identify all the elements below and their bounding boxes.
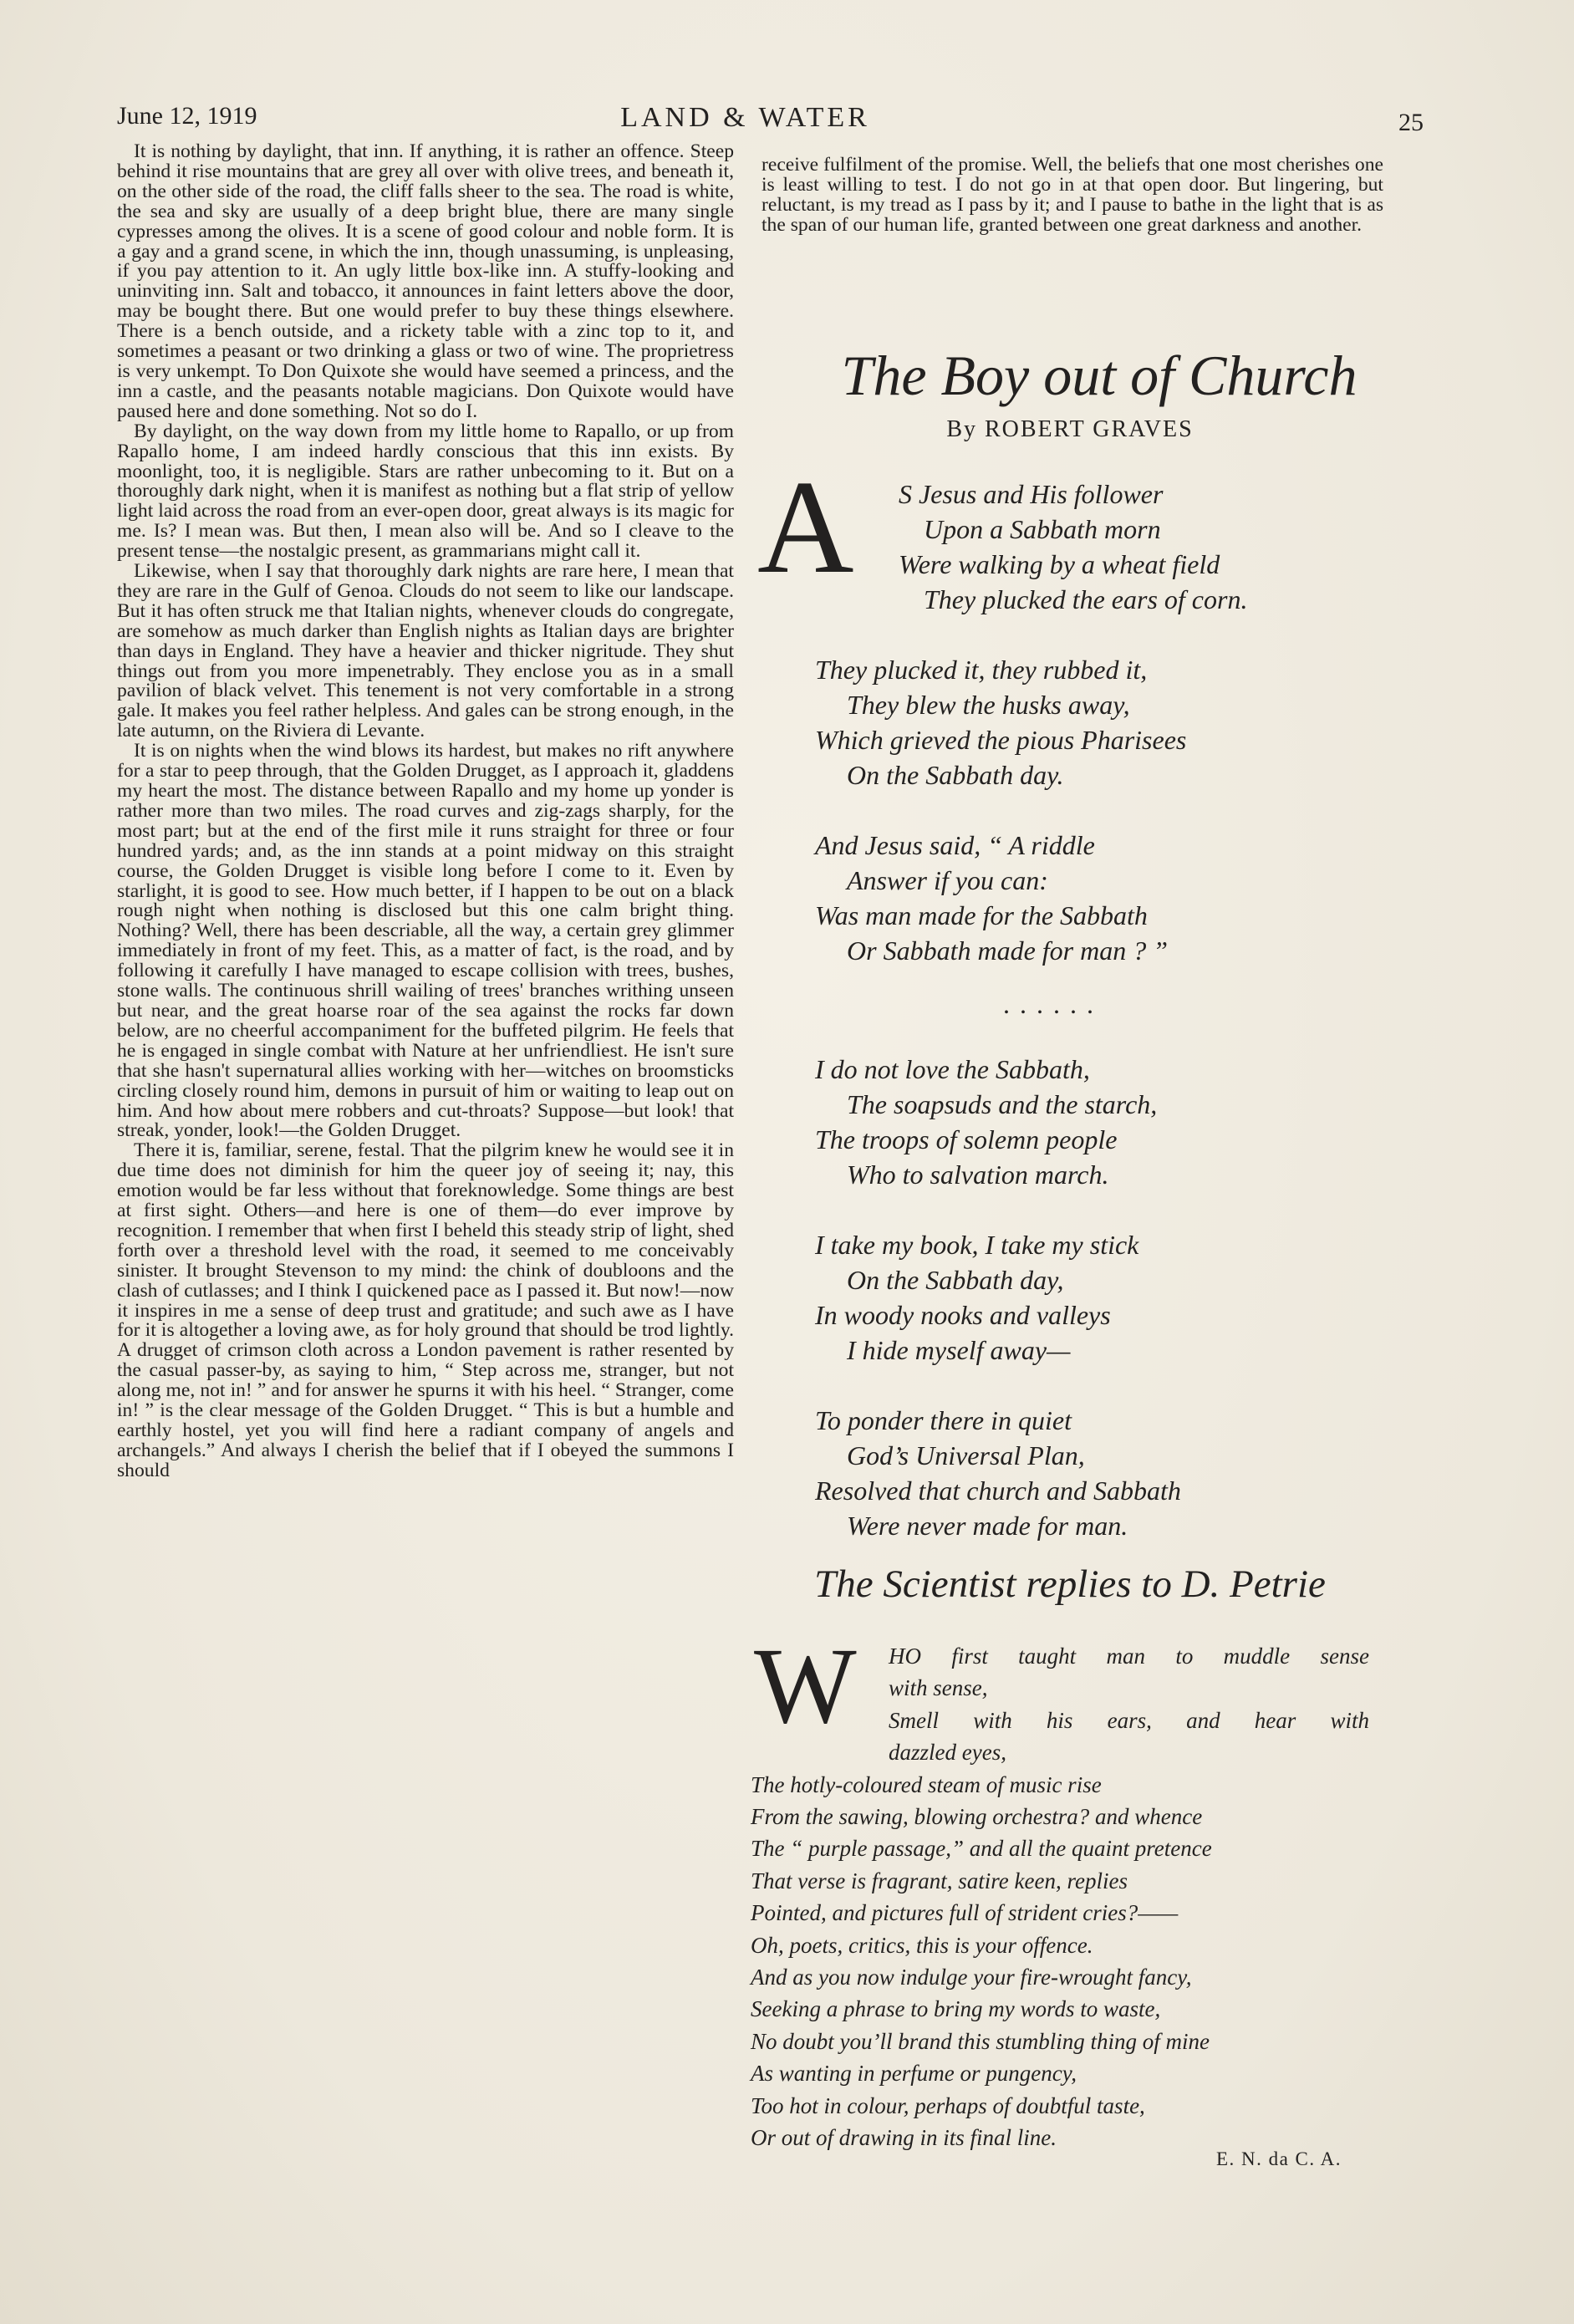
poem-line: The hotly-coloured steam of music rise [751, 1771, 1102, 1797]
poem-stanza [815, 1227, 1400, 1368]
article-paragraph: It is on nights when the wind blows its hardest, but makes no rift anywhere for a star to peep through, that the Golden Drugget, as I approach it, gladdens my heart the most. The distance between Rapallo and my home up yonder is rather more than two miles. The road curves and zig-zags sharply, for the most part; but at the end of the first mile it runs straight for three or four hundred yards; and, as the inn stands at a point midway on this straight course, the Golden Drugget is visible long before I come to it. Even by starlight, it is good to see. How much better, if I happen to be out on a black rough night when nothing is disclosed but this one calm bright thing. Nothing? Well, there has been descriable, all the way, a certain grey glimmer immediately in front of my feet. This, as a matter of fact, is the road, and by following it carefully I have managed to escape collision with trees, bushes, stone walls. The continuous shrill wailing of trees' branches writhing unseen but near, and the great hoarse roar of the sea against the rocks far down below, are no cheerful accompaniment for the buffeted pilgrim. He feels that he is engaged in single combat with Nature at her unfriendliest. He isn't sure that she hasn't supernatural allies working with her—witches on broomsticks circling closely round him, demons in pursuit of him or waiting to leap out on him. And how about mere robbers and cut-throats? Suppose—but look! that streak, yonder, look!—the Golden Drugget. [117, 740, 734, 1142]
poem-line: with sense, [889, 1675, 988, 1701]
article-paragraph: By daylight, on the way down from my little home to Rapallo, or up from Rapallo home, I am indeed hardly conscious that this inn exists. By moonlight, too, it is negligible. Stars are rather unbecoming to it. But on a thoroughly dark night, when it is manifest as nothing but a flat strip of yellow light laid across the road from an ever-open door, great always is its magic for me. Is? I mean was. But then, I mean also will be. And so I cleave to the present tense—the nostalgic present, as grammarians might call it. [117, 420, 734, 563]
article-paragraph: It is nothing by daylight, that inn. If anything, it is rather an offence. Steep behind it rise mountains that are grey all over with olive trees, and beneath it, on the other side of the road, the cliff falls sheer to the sea. The road is white, the sea and sky are usually of a deep bright blue, there are many single cypresses among the olives. It is a scene of good colour and noble form. It is a gay and a grand scene, in which the inn, though unassuming, is unpleasing, if you pay attention to it. An ugly little box-like inn. A stuffy-looking and uninviting inn. Salt and tobacco, it announces in faint letters above the door, may be bought there. But one would prefer to buy these things elsewhere. There is a bench outside, and a rickety table with a zinc top to it, and sometimes a peasant or two drinking a glass or two of wine. The proprietress is very unkempt. To Don Quixote she would have seemed a princess, and the inn a castle, and the peasants notable magicians. Don Quixote would have paused here and done something. Not so do I. [117, 140, 734, 422]
poem-line: Were never made for man. [847, 1511, 1128, 1541]
poem-line: Was man made for the Sabbath [815, 900, 1148, 930]
poem-line: As wanting in perfume or pungency, [751, 2061, 1077, 2087]
poem-line: S Jesus and His follower [899, 479, 1164, 509]
poem-author: By ROBERT GRAVES [946, 416, 1194, 442]
article-continuation: receive fulfilment of the promise. Well, the beliefs that one most cherishes one is least willing to test. I do not go in at that open door. But lingering, but reluctant, is my tread as I pass by it; and I pause to bathe in the light that is as the span of our human life, granted between one great darkness and another. [762, 154, 1383, 236]
poem-line: Or out of drawing in its final line. [751, 2125, 1057, 2151]
poem-line: Resolved that church and Sabbath [815, 1475, 1181, 1506]
article-column [117, 142, 734, 1481]
article-paragraph: There it is, familiar, serene, festal. That the pilgrim knew he would see it in due time does not diminish for him the queer joy of seeing it; nay, this emotion would be far less without that foreknowledge. Some things are best at first sight. Others—and here is one of them—do ever improve by recognition. I remember that when first I beheld this steady strip of light, shed forth over a threshold level with the road, it seemed to me conceivably sinister. It brought Stevenson to my mind: the chink of doubloons and the clash of cutlasses; and I think I quickened pace as I passed it. But now!—now it inspires in me a sense of deep trust and gratitude; and such awe as I have for it is altogether a loving awe, as for holy ground that should be trod lightly. A drugget of crimson cloth across a London pavement is rather resented by the casual passer-by, as saying to him, “ Step across me, stranger, but not along me, not in! ” and for answer he spurns it with his heel. “ Stranger, come in! ” is the clear message of the Golden Drugget. “ This is but a humble and earthly hostel, yet you will find here a radiant company of angels and archangels.” And always I cherish the belief that if I obeyed the summons I should [117, 1139, 734, 1481]
poem-stanza [815, 1052, 1400, 1192]
poem-line: They blew the husks away, [847, 690, 1130, 720]
poem-line: Pointed, and pictures full of strident cries?—— [751, 1900, 1179, 1926]
article-paragraph: Likewise, when I say that thoroughly dark nights are rare here, I mean that they are rare in the Gulf of Genoa. Clouds do not seem to like our landscape. But it has often struck me that Italian nights, whenever clouds do congregate, are somehow as much darker than English nights as Italian days are brighter than days in England. They have a heavier and thicker nigritude. They shut things out from you more impenetrably. They enclose you as in a small pavilion of black velvet. This tenement is not very comfortable in a strong gale. It makes you feel rather helpless. And gales can be strong enough, in the late autumn, on the Riviera di Levante. [117, 560, 734, 742]
poem-line: The “ purple passage,” and all the quaint pretence [751, 1836, 1212, 1862]
poem-line: No doubt you’ll brand this stumbling thing of mine [751, 2028, 1210, 2054]
poem-line: Were walking by a wheat field [899, 549, 1220, 579]
poem-line: dazzled eyes, [889, 1740, 1006, 1766]
poem-line: Seeking a phrase to bring my words to waste, [751, 1996, 1161, 2022]
poem-line: And as you now indulge your fire-wrought fancy, [751, 1965, 1192, 1990]
article-continuation-column [756, 155, 1383, 236]
poem-title: The Scientist replies to D. Petrie [814, 1562, 1326, 1606]
poem-line: From the sawing, blowing orchestra? and whence [751, 1804, 1203, 1830]
poem-title: The Boy out of Church [841, 344, 1358, 407]
drop-cap: W [754, 1626, 857, 1746]
poem-line: In woody nooks and valleys [815, 1300, 1111, 1330]
poem-line: On the Sabbath day. [847, 760, 1064, 790]
poem-stanza [815, 1403, 1400, 1543]
issue-date: June 12, 1919 [117, 102, 257, 130]
poem-signature: E. N. da C. A. [1215, 2148, 1342, 2169]
poem-line: Or Sabbath made for man ? ” [847, 935, 1169, 966]
poem-line: The troops of solemn people [815, 1124, 1118, 1154]
poem-line: The soapsuds and the starch, [847, 1089, 1158, 1119]
page-number: 25 [1398, 109, 1424, 136]
poem-line: HO first taught man to muddle sense [889, 1644, 1369, 1669]
poem-line: They plucked the ears of corn. [924, 584, 1248, 614]
poem-line: I take my book, I take my stick [815, 1230, 1139, 1260]
poem-line: God’s Universal Plan, [847, 1440, 1085, 1470]
publication-title: LAND & WATER [620, 102, 870, 133]
poem-line: Upon a Sabbath morn [924, 514, 1161, 544]
poem-line: On the Sabbath day, [847, 1265, 1064, 1295]
poem-line: I hide myself away— [847, 1335, 1071, 1365]
poem-body [751, 1640, 1369, 2154]
poem-stanza [815, 652, 1400, 793]
poem-line: Who to salvation march. [847, 1159, 1109, 1190]
poem-body [815, 477, 1400, 1578]
poem-stanza [815, 828, 1400, 968]
poem-stanza [815, 477, 1400, 617]
poem-line: Too hot in colour, perhaps of doubtful taste, [751, 2092, 1145, 2118]
poem-line: That verse is fragrant, satire keen, replies [751, 1868, 1128, 1893]
poem-line: I do not love the Sabbath, [815, 1054, 1090, 1084]
poem-line: Answer if you can: [847, 865, 1048, 895]
drop-cap: A [757, 452, 854, 601]
poem-line: They plucked it, they rubbed it, [815, 655, 1148, 685]
poem-line: And Jesus said, “ A riddle [815, 830, 1095, 860]
page-header [117, 102, 1424, 144]
poem-line: Smell with his ears, and hear with [889, 1707, 1369, 1733]
section-separator: ...... [1003, 989, 1103, 1019]
poem-line: Oh, poets, critics, this is your offence. [751, 1932, 1093, 1958]
poem-line: To ponder there in quiet [815, 1405, 1072, 1435]
poem-line: Which grieved the pious Pharisees [815, 725, 1187, 755]
